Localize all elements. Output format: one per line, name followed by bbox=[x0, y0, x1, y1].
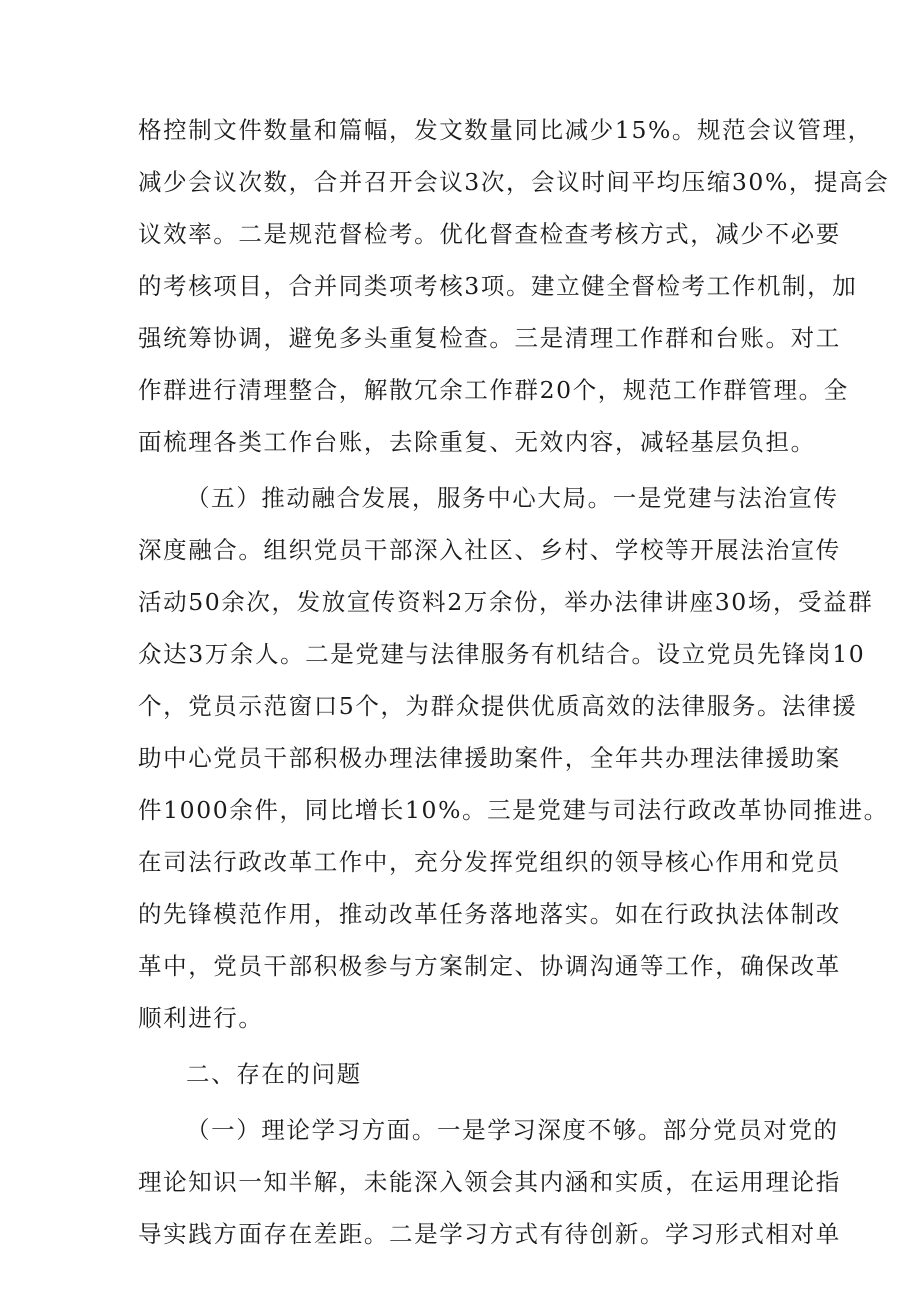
text-line: 减少会议次数，合并召开会议3次，会议时间平均压缩30%，提高会 bbox=[138, 168, 890, 196]
text-line: 格控制文件数量和篇幅，发文数量同比减少15%。规范会议管理， bbox=[138, 116, 873, 144]
text-line: 深度融合。组织党员干部深入社区、乡村、学校等开展法治宣传 bbox=[138, 536, 841, 564]
text-line: 理论知识一知半解，未能深入领会其内涵和实质，在运用理论指 bbox=[138, 1168, 841, 1196]
text-line: 议效率。二是规范督检考。优化督查检查考核方式，减少不必要 bbox=[138, 220, 841, 248]
text-line: 在司法行政改革工作中，充分发挥党组织的领导核心作用和党员 bbox=[138, 848, 841, 876]
text-line: 面梳理各类工作台账，去除重复、无效内容，减轻基层负担。 bbox=[138, 428, 816, 456]
text-line: 作群进行清理整合，解散冗余工作群20个，规范工作群管理。全 bbox=[138, 376, 849, 404]
text-line: 的先锋模范作用，推动改革任务落地落实。如在行政执法体制改 bbox=[138, 900, 841, 928]
text-line: 强统筹协调，避免多头重复检查。三是清理工作群和台账。对工 bbox=[138, 324, 841, 352]
text-line: 助中心党员干部积极办理法律援助案件，全年共办理法律援助案 bbox=[138, 744, 841, 772]
section-heading-5: （五）推动融合发展，服务中心大局。一是党建与法治宣传 bbox=[186, 484, 839, 512]
section-heading-problems: 二、存在的问题 bbox=[186, 1060, 362, 1088]
text-line: 导实践方面存在差距。二是学习方式有待创新。学习形式相对单 bbox=[138, 1220, 841, 1248]
text-line: 革中，党员干部积极参与方案制定、协调沟通等工作，确保改革 bbox=[138, 952, 841, 980]
text-line: 件1000余件，同比增长10%。三是党建与司法行政改革协同推进。 bbox=[138, 796, 889, 824]
text-line: 个，党员示范窗口5个，为群众提供优质高效的法律服务。法律援 bbox=[138, 692, 858, 720]
text-line: 众达3万余人。二是党建与法律服务有机结合。设立党员先锋岗10 bbox=[138, 640, 866, 668]
text-line: 活动50余次，发放宣传资料2万余份，举办法律讲座30场，受益群 bbox=[138, 588, 874, 616]
text-line: 顺利进行。 bbox=[138, 1004, 264, 1032]
subsection-heading-1: （一）理论学习方面。一是学习深度不够。部分党员对党的 bbox=[186, 1116, 839, 1144]
text-line: 的考核项目，合并同类项考核3项。建立健全督检考工作机制，加 bbox=[138, 272, 858, 300]
